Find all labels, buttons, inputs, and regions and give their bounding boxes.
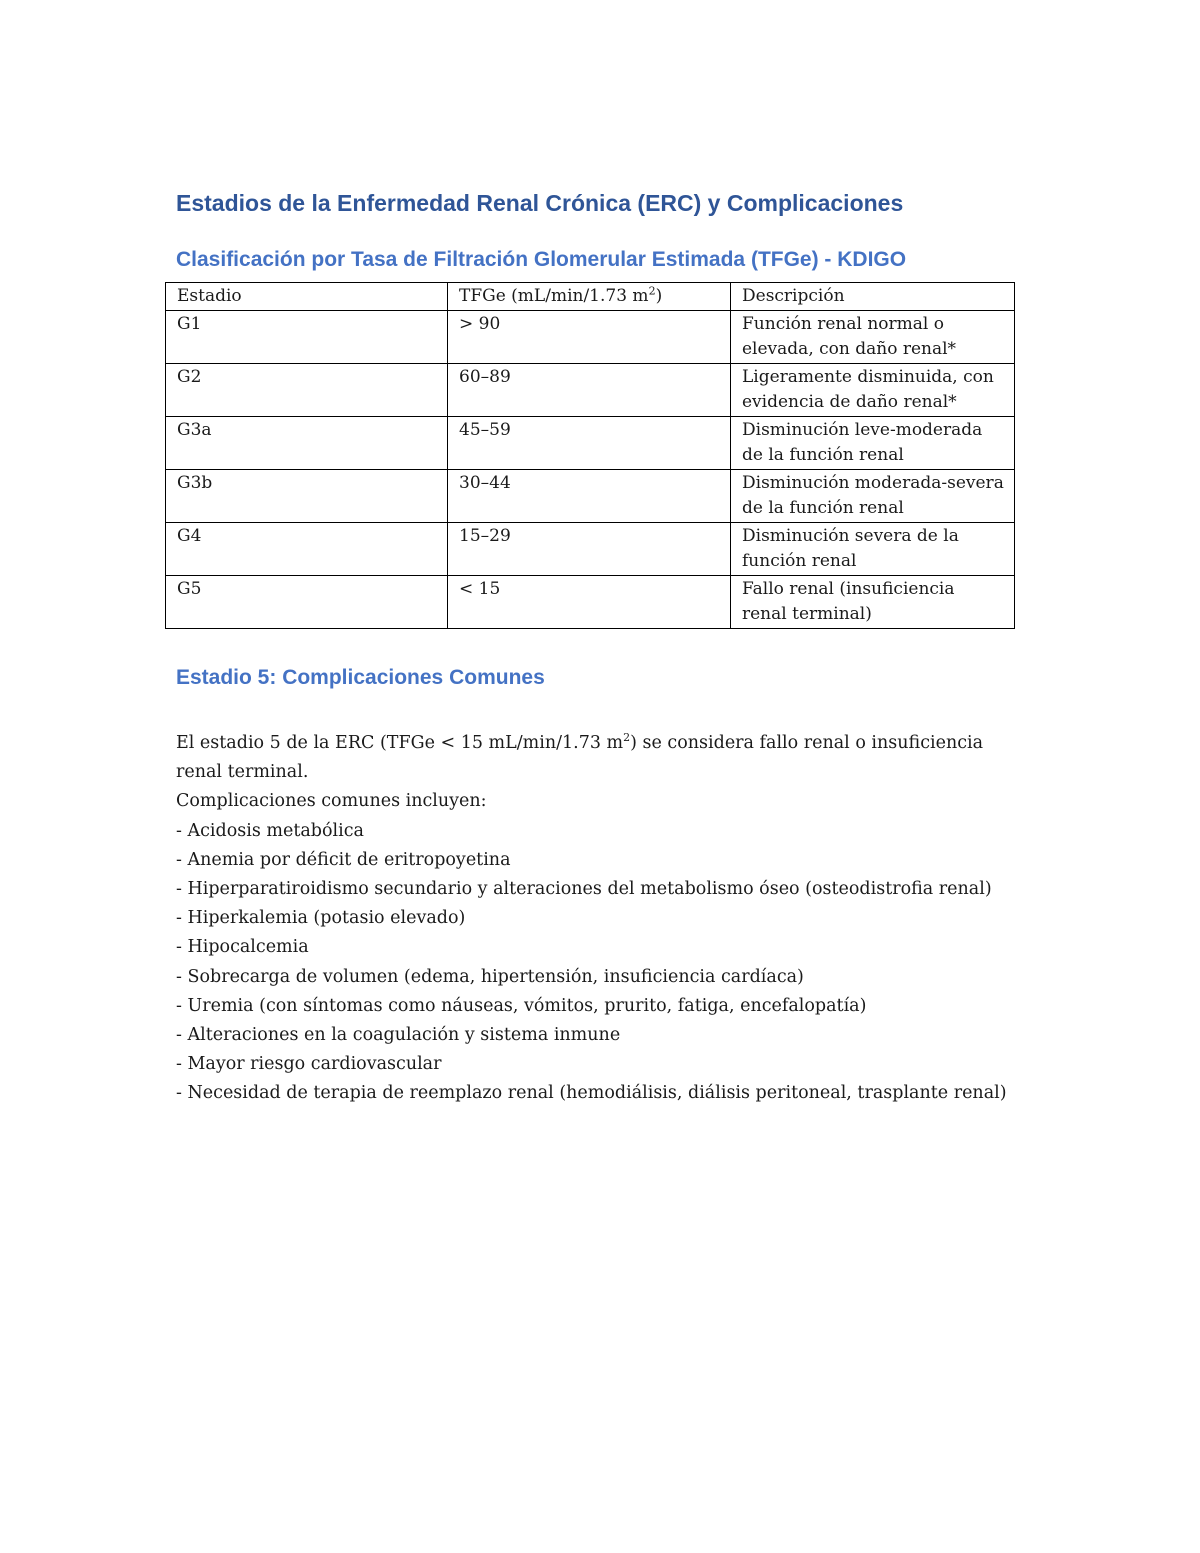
list-item: - Sobrecarga de volumen (edema, hipertensión, insuficiencia cardíaca) xyxy=(176,966,804,987)
intro-superscript: 2 xyxy=(623,731,631,745)
list-item: - Acidosis metabólica xyxy=(176,820,364,841)
table-row xyxy=(166,310,1015,363)
cell-gfr: 45–59 xyxy=(448,416,731,469)
header-cell-stage: Estadio xyxy=(166,283,448,311)
list-item: - Uremia (con síntomas como náuseas, vómitos, prurito, fatiga, encefalopatía) xyxy=(176,995,867,1016)
table-row xyxy=(166,575,1015,628)
cell-stage: G3a xyxy=(166,416,448,469)
list-item: - Hiperparatiroidismo secundario y alteraciones del metabolismo óseo (osteodistrofia renal) xyxy=(176,879,992,900)
section-title-complications: Estadio 5: Complicaciones Comunes xyxy=(176,666,545,689)
document-title: Estadios de la Enfermedad Renal Crónica (ERC) y Complicaciones xyxy=(176,190,904,216)
gfr-stages-table xyxy=(165,282,1015,629)
cell-description: Función renal normal o elevada, con daño renal* xyxy=(731,310,1015,363)
intro-text-end: ) se considera fallo renal o insuficiencia renal terminal. xyxy=(176,733,984,783)
list-item: - Anemia por déficit de eritropoyetina xyxy=(176,849,511,870)
cell-gfr: 60–89 xyxy=(448,363,731,416)
cell-description: Ligeramente disminuida, con evidencia de daño renal* xyxy=(731,363,1015,416)
header-gfr-text: TFGe (mL/min/1.73 m xyxy=(459,286,649,306)
complications-body xyxy=(176,729,1016,1109)
complications-list xyxy=(176,817,1016,1109)
cell-description: Disminución moderada-severa de la función renal xyxy=(731,469,1015,522)
table-row xyxy=(166,363,1015,416)
cell-stage: G1 xyxy=(166,310,448,363)
cell-gfr: 30–44 xyxy=(448,469,731,522)
table-row xyxy=(166,416,1015,469)
cell-gfr: > 90 xyxy=(448,310,731,363)
list-item: - Alteraciones en la coagulación y sistema inmune xyxy=(176,1025,621,1046)
cell-stage: G4 xyxy=(166,522,448,575)
cell-gfr: < 15 xyxy=(448,575,731,628)
cell-stage: G5 xyxy=(166,575,448,628)
cell-description: Fallo renal (insuficiencia renal terminal) xyxy=(731,575,1015,628)
list-item: - Mayor riesgo cardiovascular xyxy=(176,1054,442,1075)
header-cell-description: Descripción xyxy=(731,283,1015,311)
table-row xyxy=(166,522,1015,575)
header-gfr-close: ) xyxy=(655,286,663,306)
section-title-classification: Clasificación por Tasa de Filtración Glomerular Estimada (TFGe) - KDIGO xyxy=(176,248,907,271)
table-row xyxy=(166,469,1015,522)
cell-stage: G2 xyxy=(166,363,448,416)
cell-description: Disminución severa de la función renal xyxy=(731,522,1015,575)
intro-paragraph xyxy=(176,729,1016,787)
intro-text: El estadio 5 de la ERC (TFGe < 15 mL/min/1.73 m xyxy=(176,733,624,753)
list-item: - Necesidad de terapia de reemplazo renal (hemodiálisis, diálisis peritoneal, trasplante renal) xyxy=(176,1083,1007,1104)
list-item: - Hiperkalemia (potasio elevado) xyxy=(176,908,466,929)
header-cell-gfr xyxy=(448,283,731,311)
list-intro: Complicaciones comunes incluyen: xyxy=(176,791,487,812)
list-item: - Hipocalcemia xyxy=(176,937,309,958)
cell-description: Disminución leve-moderada de la función renal xyxy=(731,416,1015,469)
header-gfr-superscript: 2 xyxy=(648,284,656,298)
cell-stage: G3b xyxy=(166,469,448,522)
cell-gfr: 15–29 xyxy=(448,522,731,575)
table-header-row xyxy=(166,283,1015,311)
